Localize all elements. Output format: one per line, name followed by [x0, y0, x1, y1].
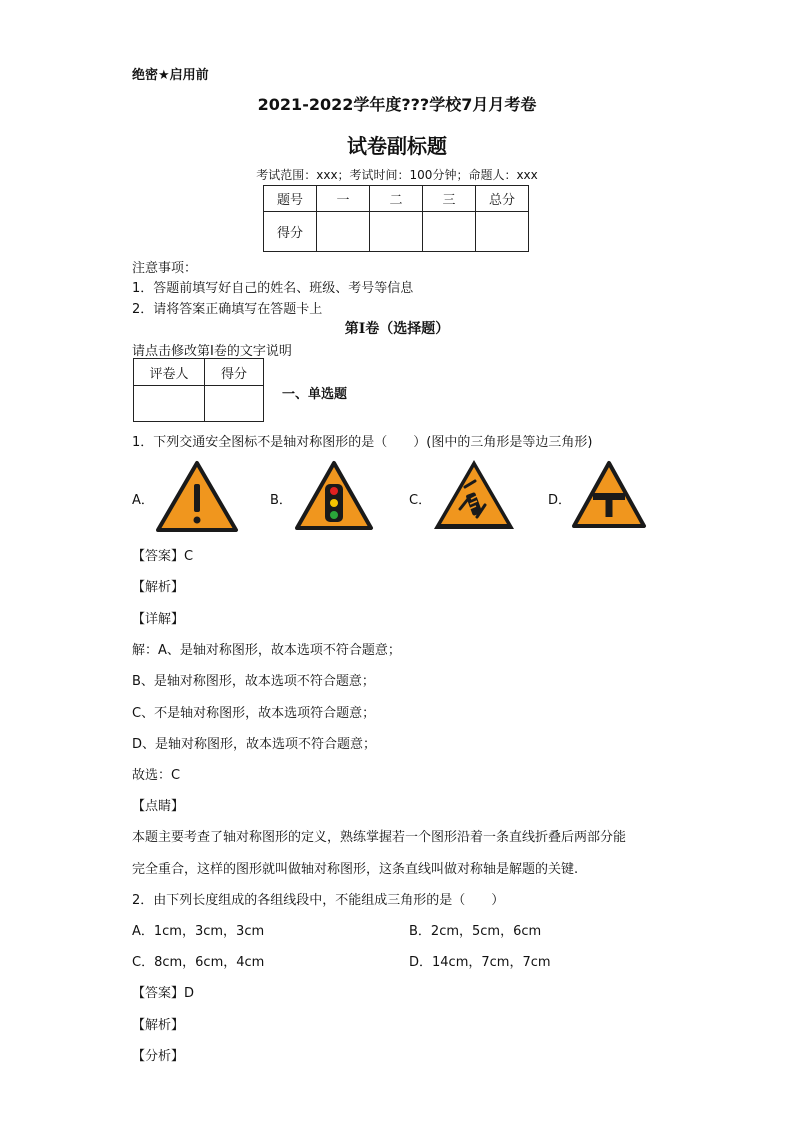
q2-analysis: 【解析】 — [132, 1018, 185, 1033]
notes-item: 2．请将答案正确填写在答题卡上 — [132, 302, 323, 317]
q1-detail-title: 【详解】 — [132, 612, 185, 627]
exclamation-sign-icon — [155, 460, 239, 534]
q1-option-a-label: A． — [132, 493, 154, 508]
q1-comment-line: 完全重合，这样的图形就叫做轴对称图形，这条直线叫做对称轴是解题的关键. — [132, 862, 579, 877]
q2-option-d: D．14cm，7cm，7cm — [409, 955, 551, 970]
q1-option-c-label: C． — [409, 493, 432, 508]
score-header-cell: 二 — [370, 186, 423, 212]
notes-item: 1．答题前填写好自己的姓名、班级、考号等信息 — [132, 281, 414, 296]
section-heading: 一、单选题 — [282, 387, 348, 402]
score-header-cell: 题号 — [264, 186, 317, 212]
score-cell[interactable] — [370, 212, 423, 252]
q1-detail-line: C、不是轴对称图形，故本选项符合题意； — [132, 706, 376, 721]
score-table — [263, 185, 529, 252]
part1-description: 请点击修改第I卷的文字说明 — [132, 344, 292, 359]
q1-analysis: 【解析】 — [132, 580, 185, 595]
q1-comment-line: 本题主要考查了轴对称图形的定义，熟练掌握若一个图形沿着一条直线折叠后两部分能 — [132, 830, 627, 845]
grader-cell[interactable] — [134, 386, 205, 422]
q2-option-c: C．8cm，6cm，4cm — [132, 955, 265, 970]
t-junction-sign-icon — [571, 460, 647, 530]
secrecy-label: 绝密★启用前 — [132, 68, 209, 83]
q2-option-a: A．1cm，3cm，3cm — [132, 924, 265, 939]
question-2-stem: 2．由下列长度组成的各组线段中，不能组成三角形的是（ ） — [132, 893, 505, 908]
exam-title: 2021-2022学年度???学校7月月考卷 — [257, 95, 537, 114]
score-cell[interactable] — [423, 212, 476, 252]
q1-detail-line: B、是轴对称图形，故本选项不符合题意； — [132, 674, 375, 689]
grader-cell[interactable] — [205, 386, 264, 422]
rockfall-sign-icon — [431, 457, 517, 533]
part1-title: 第I卷（选择题） — [344, 321, 450, 337]
score-cell[interactable] — [317, 212, 370, 252]
grader-header-cell: 评卷人 — [134, 359, 205, 386]
score-cell[interactable] — [476, 212, 529, 252]
q1-answer: 【答案】C — [132, 549, 194, 564]
score-header-cell: 一 — [317, 186, 370, 212]
q1-option-d-label: D． — [548, 493, 572, 508]
question-1-stem: 1．下列交通安全图标不是轴对称图形的是（ ）(图中的三角形是等边三角形) — [132, 435, 593, 450]
score-row-label: 得分 — [264, 212, 317, 252]
notes-title: 注意事项： — [132, 261, 198, 276]
q2-option-b: B．2cm，5cm，6cm — [409, 924, 542, 939]
q2-analysis-detail: 【分析】 — [132, 1049, 185, 1064]
grader-header-cell: 得分 — [205, 359, 264, 386]
q1-comment-title: 【点睛】 — [132, 799, 185, 814]
traffic-light-sign-icon — [294, 460, 374, 532]
exam-info: 考试范围：xxx；考试时间：100分钟；命题人：xxx — [256, 168, 538, 182]
q1-detail-line: D、是轴对称图形，故本选项不符合题意； — [132, 737, 377, 752]
grader-table — [133, 358, 264, 422]
q2-answer: 【答案】D — [132, 986, 195, 1001]
q1-detail-line: 故选：C — [132, 768, 181, 783]
score-header-cell: 总分 — [476, 186, 529, 212]
q1-detail-line: 解：A、是轴对称图形，故本选项不符合题意； — [132, 643, 401, 658]
q1-option-b-label: B． — [270, 493, 292, 508]
exam-subtitle: 试卷副标题 — [347, 134, 447, 158]
score-header-cell: 三 — [423, 186, 476, 212]
